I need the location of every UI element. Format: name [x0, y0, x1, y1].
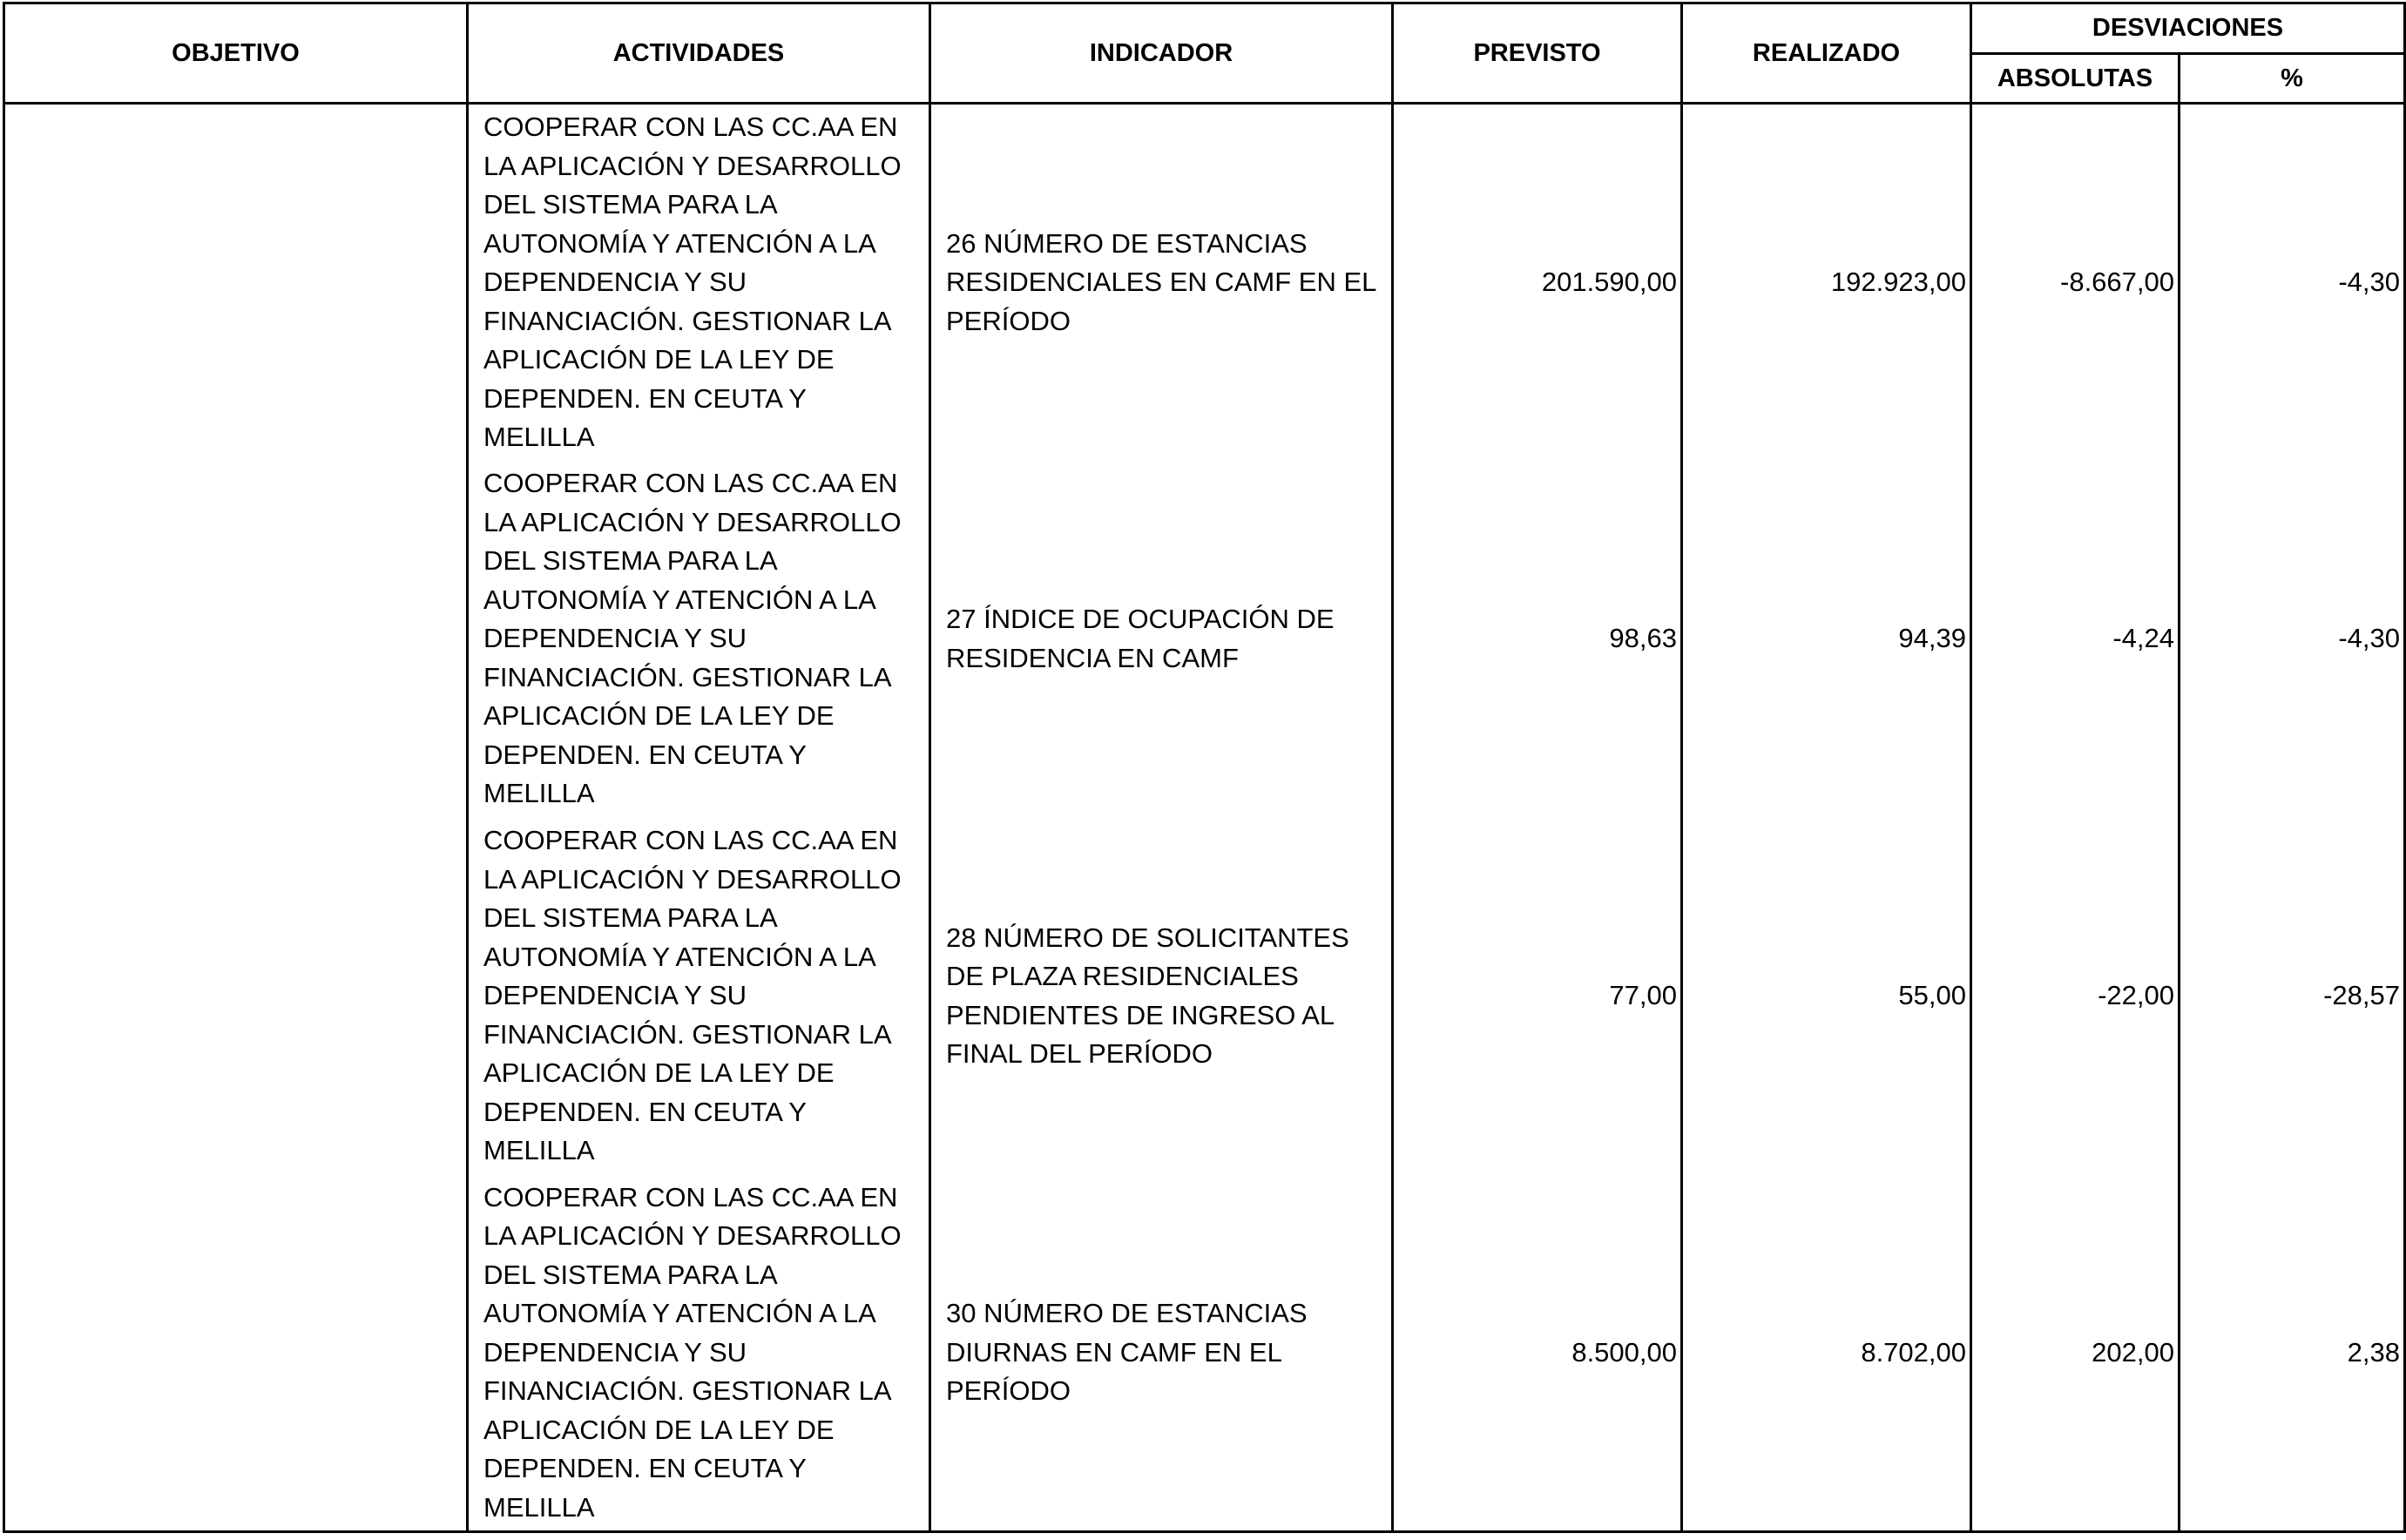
- cell-previsto: 201.590,00: [1393, 104, 1682, 461]
- cell-realizado: 55,00: [1682, 818, 1971, 1175]
- cell-objetivo: [4, 818, 468, 1175]
- cell-absolutas: 202,00: [1971, 1175, 2180, 1532]
- table-row: [4, 104, 2405, 461]
- cell-porcentaje: -4,30: [2180, 104, 2405, 461]
- header-realizado: REALIZADO: [1682, 3, 1971, 104]
- cell-actividades: COOPERAR CON LAS CC.AA EN LA APLICACIÓN Y DESARROLLO DEL SISTEMA PARA LA AUTONOMÍA Y ATENCIÓN A LA DEPENDENCIA Y SU FINANCIACIÓN. GESTIONAR LA APLICACIÓN DE LA LEY DE DEPENDEN. EN CEUTA Y MELILLA: [468, 1175, 930, 1532]
- cell-porcentaje: -28,57: [2180, 818, 2405, 1175]
- cell-indicador: 30 NÚMERO DE ESTANCIAS DIURNAS EN CAMF EN EL PERÍODO: [930, 1175, 1393, 1532]
- cell-previsto: 98,63: [1393, 461, 1682, 818]
- indicators-table: [3, 2, 2406, 1533]
- header-desviaciones: DESVIACIONES: [1971, 3, 2405, 54]
- cell-realizado: 94,39: [1682, 461, 1971, 818]
- header-porcentaje: %: [2180, 54, 2405, 104]
- cell-previsto: 8.500,00: [1393, 1175, 1682, 1532]
- cell-actividades: COOPERAR CON LAS CC.AA EN LA APLICACIÓN Y DESARROLLO DEL SISTEMA PARA LA AUTONOMÍA Y ATENCIÓN A LA DEPENDENCIA Y SU FINANCIACIÓN. GESTIONAR LA APLICACIÓN DE LA LEY DE DEPENDEN. EN CEUTA Y MELILLA: [468, 104, 930, 461]
- cell-objetivo: [4, 1175, 468, 1532]
- header-indicador: INDICADOR: [930, 3, 1393, 104]
- header-actividades: ACTIVIDADES: [468, 3, 930, 104]
- table-row: [4, 818, 2405, 1175]
- cell-porcentaje: -4,30: [2180, 461, 2405, 818]
- header-absolutas: ABSOLUTAS: [1971, 54, 2180, 104]
- header-previsto: PREVISTO: [1393, 3, 1682, 104]
- cell-absolutas: -8.667,00: [1971, 104, 2180, 461]
- cell-actividades: COOPERAR CON LAS CC.AA EN LA APLICACIÓN Y DESARROLLO DEL SISTEMA PARA LA AUTONOMÍA Y ATENCIÓN A LA DEPENDENCIA Y SU FINANCIACIÓN. GESTIONAR LA APLICACIÓN DE LA LEY DE DEPENDEN. EN CEUTA Y MELILLA: [468, 818, 930, 1175]
- cell-absolutas: -22,00: [1971, 818, 2180, 1175]
- cell-indicador: 28 NÚMERO DE SOLICITANTES DE PLAZA RESIDENCIALES PENDIENTES DE INGRESO AL FINAL DEL PERÍODO: [930, 818, 1393, 1175]
- cell-objetivo: [4, 461, 468, 818]
- cell-actividades: COOPERAR CON LAS CC.AA EN LA APLICACIÓN Y DESARROLLO DEL SISTEMA PARA LA AUTONOMÍA Y ATENCIÓN A LA DEPENDENCIA Y SU FINANCIACIÓN. GESTIONAR LA APLICACIÓN DE LA LEY DE DEPENDEN. EN CEUTA Y MELILLA: [468, 461, 930, 818]
- cell-realizado: 8.702,00: [1682, 1175, 1971, 1532]
- table-header: [4, 3, 2405, 104]
- cell-porcentaje: 2,38: [2180, 1175, 2405, 1532]
- cell-objetivo: [4, 104, 468, 461]
- cell-previsto: 77,00: [1393, 818, 1682, 1175]
- header-objetivo: OBJETIVO: [4, 3, 468, 104]
- table-body: [4, 104, 2405, 1532]
- cell-indicador: 27 ÍNDICE DE OCUPACIÓN DE RESIDENCIA EN CAMF: [930, 461, 1393, 818]
- cell-realizado: 192.923,00: [1682, 104, 1971, 461]
- table-row: [4, 461, 2405, 818]
- cell-absolutas: -4,24: [1971, 461, 2180, 818]
- table-row: [4, 1175, 2405, 1532]
- cell-indicador: 26 NÚMERO DE ESTANCIAS RESIDENCIALES EN CAMF EN EL PERÍODO: [930, 104, 1393, 461]
